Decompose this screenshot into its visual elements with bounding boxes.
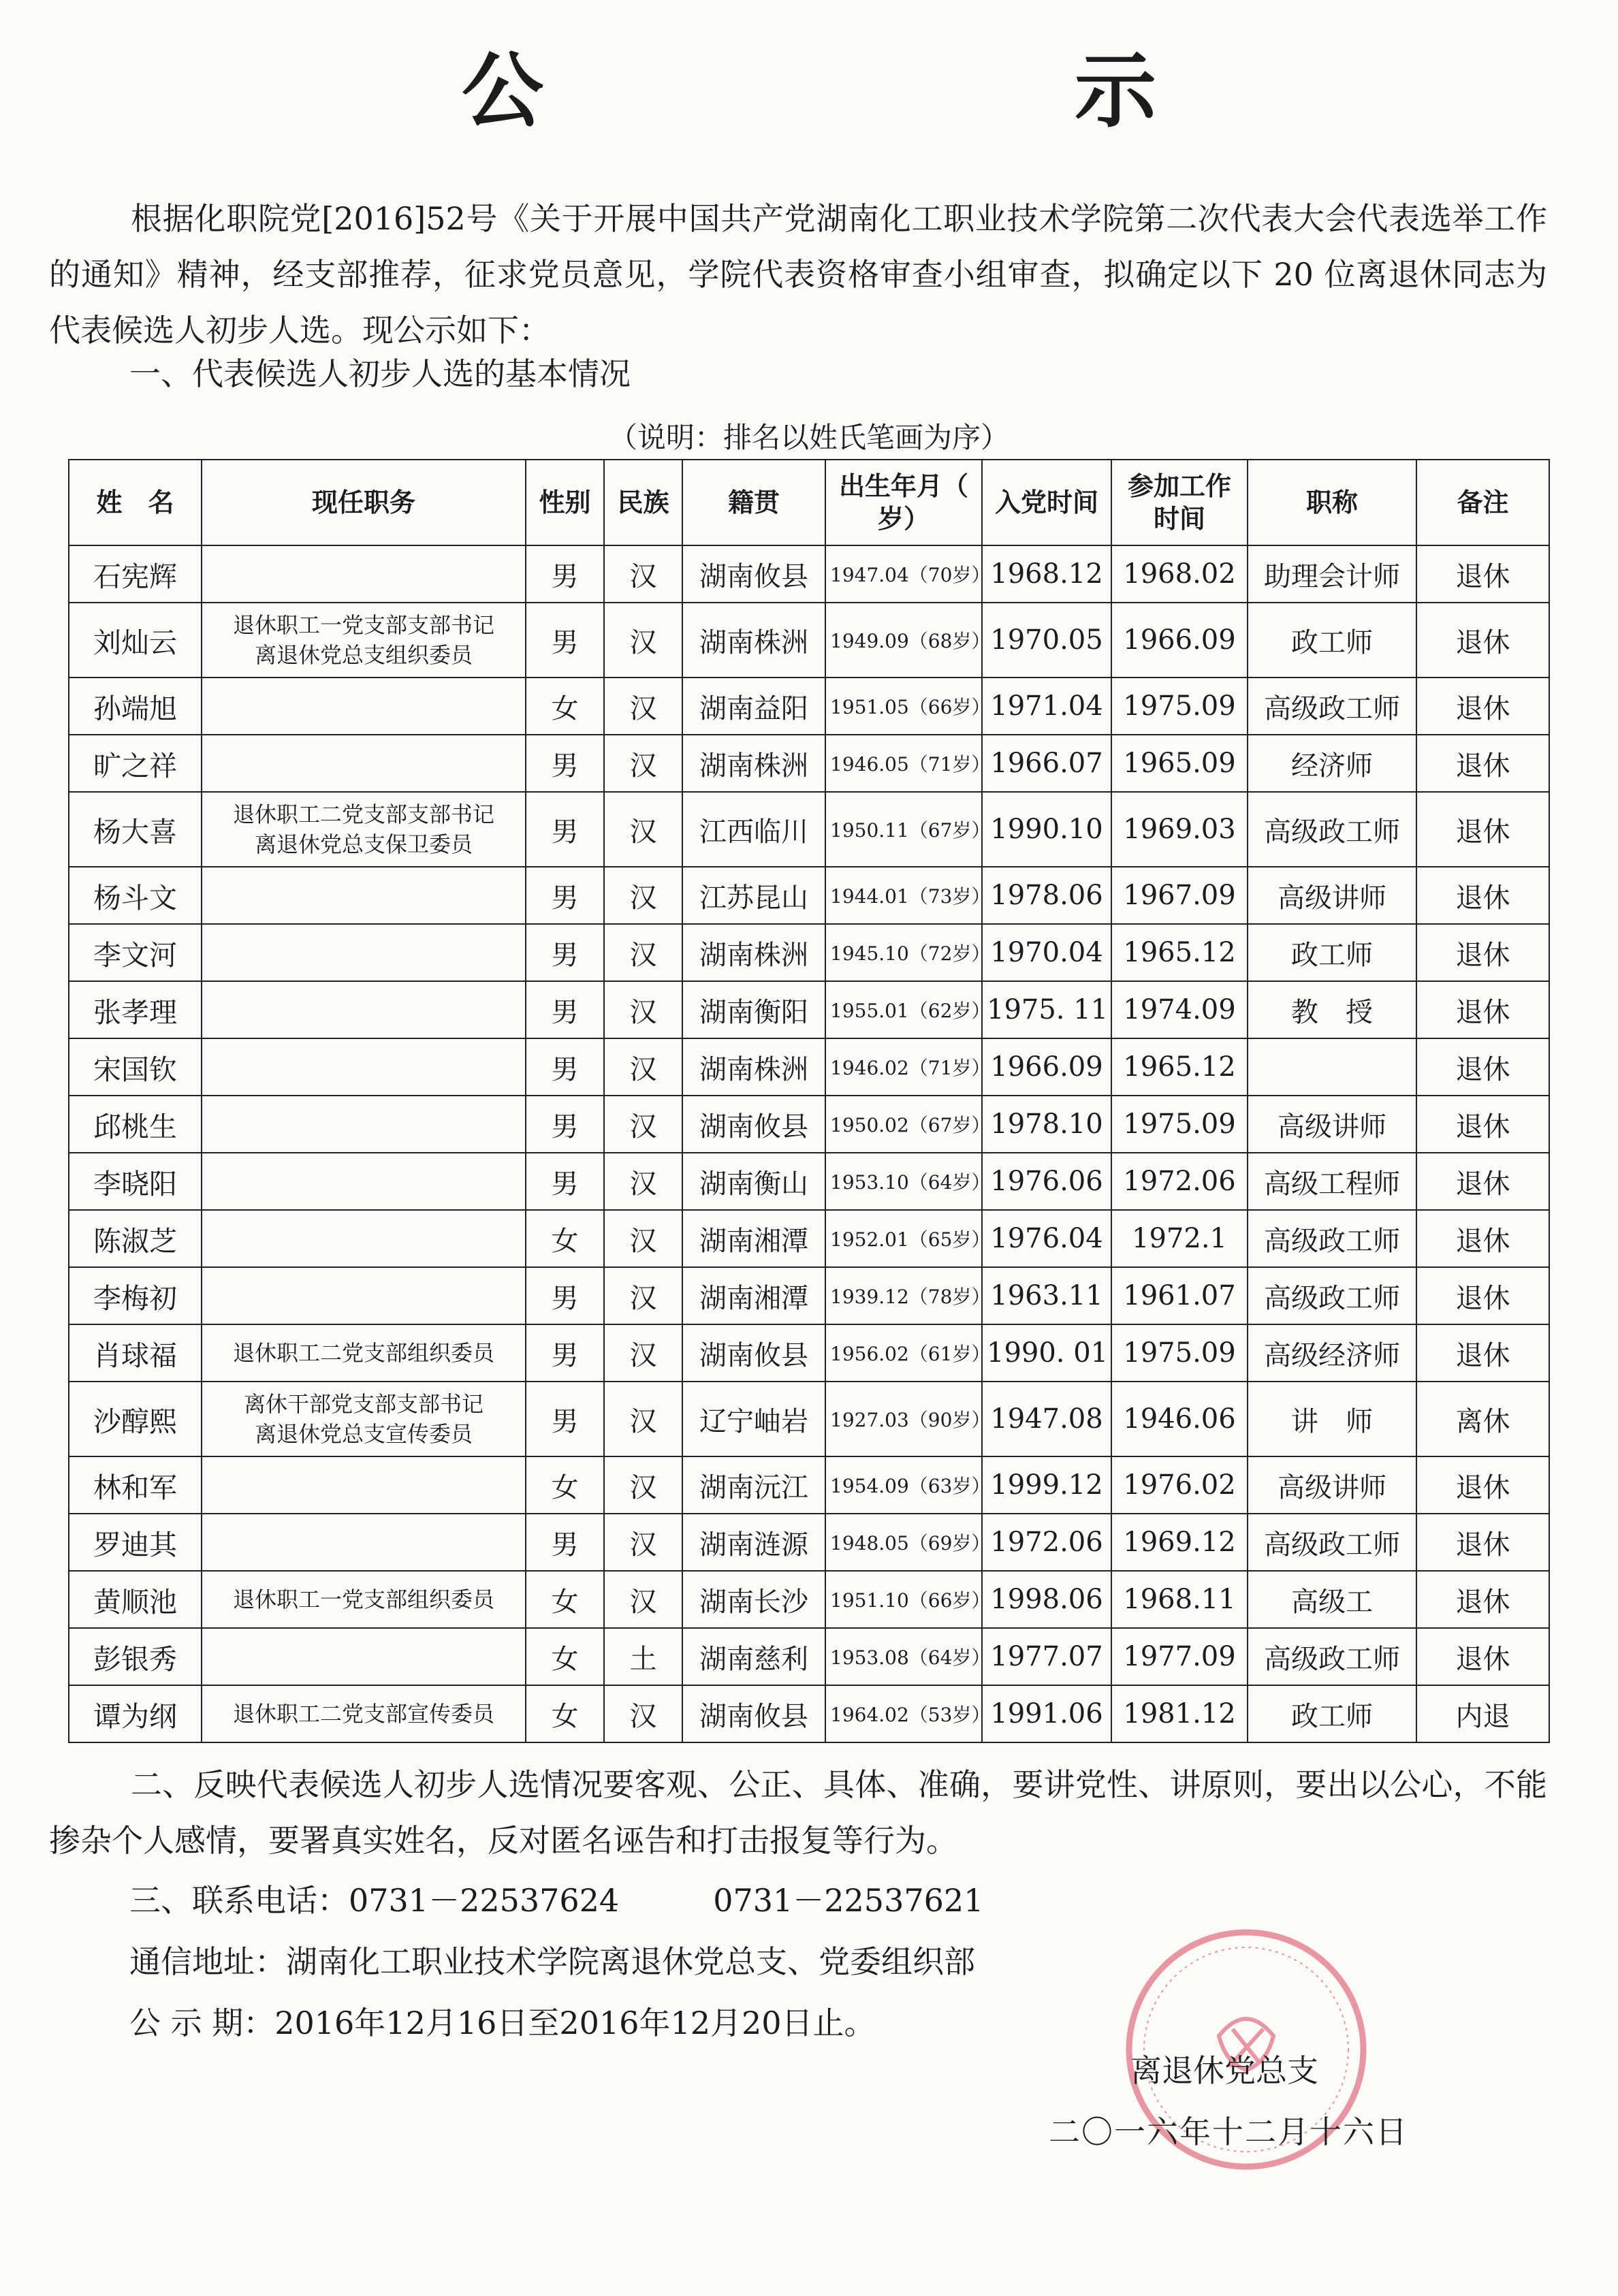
cell-birth: 1953.10（64岁） <box>825 1153 982 1210</box>
cell-gender: 男 <box>526 1153 604 1210</box>
cell-work-date: 1961.07 <box>1111 1267 1248 1324</box>
table-row <box>69 1628 1549 1685</box>
cell-ethnicity: 汉 <box>604 1571 682 1628</box>
cell-name: 杨大喜 <box>69 792 202 867</box>
table-row <box>69 545 1549 603</box>
cell-work-date: 1969.03 <box>1111 792 1248 867</box>
cell-birth: 1946.05（71岁） <box>825 735 982 792</box>
cell-party-date: 1999.12 <box>982 1456 1111 1514</box>
table-row <box>69 603 1549 677</box>
header-ethnicity: 民族 <box>604 460 682 545</box>
table-row <box>69 792 1549 867</box>
cell-birth: 1946.02（71岁） <box>825 1038 982 1096</box>
cell-birth: 1954.09（63岁） <box>825 1456 982 1514</box>
cell-name: 林和军 <box>69 1456 202 1514</box>
table-row <box>69 1153 1549 1210</box>
table-row <box>69 867 1549 924</box>
cell-remark: 退休 <box>1416 924 1549 981</box>
cell-remark: 退休 <box>1416 1628 1549 1685</box>
cell-post: 退休职工一党支部支部书记 离退休党总支组织委员 <box>202 603 526 677</box>
cell-title: 高级政工师 <box>1248 677 1416 735</box>
cell-origin: 湖南株洲 <box>682 924 825 981</box>
cell-post <box>202 1456 526 1514</box>
cell-work-date: 1946.06 <box>1111 1382 1248 1456</box>
cell-post <box>202 1514 526 1571</box>
cell-party-date: 1971.04 <box>982 677 1111 735</box>
cell-party-date: 1970.04 <box>982 924 1111 981</box>
cell-post: 退休职工二党支部组织委员 <box>202 1324 526 1382</box>
cell-ethnicity: 汉 <box>604 1210 682 1267</box>
cell-title: 高级政工师 <box>1248 1267 1416 1324</box>
cell-remark: 退休 <box>1416 1324 1549 1382</box>
cell-birth: 1927.03（90岁） <box>825 1382 982 1456</box>
cell-post <box>202 981 526 1038</box>
cell-party-date: 1990.10 <box>982 792 1111 867</box>
table-row <box>69 1382 1549 1456</box>
cell-gender: 男 <box>526 924 604 981</box>
cell-remark: 退休 <box>1416 792 1549 867</box>
table-row <box>69 981 1549 1038</box>
cell-origin: 湖南沅江 <box>682 1456 825 1514</box>
cell-ethnicity: 汉 <box>604 1267 682 1324</box>
table-row <box>69 1096 1549 1153</box>
cell-gender: 男 <box>526 1324 604 1382</box>
cell-party-date: 1976.04 <box>982 1210 1111 1267</box>
cell-party-date: 1947.08 <box>982 1382 1111 1456</box>
candidate-table <box>68 459 1550 1743</box>
cell-birth: 1955.01（62岁） <box>825 981 982 1038</box>
period-line: 公 示 期：2016年12月16日至2016年12月20日止。 <box>129 2005 876 2041</box>
cell-birth: 1950.02（67岁） <box>825 1096 982 1153</box>
cell-gender: 男 <box>526 1514 604 1571</box>
cell-title: 高级工程师 <box>1248 1153 1416 1210</box>
cell-remark: 退休 <box>1416 1571 1549 1628</box>
cell-title: 高级讲师 <box>1248 1456 1416 1514</box>
cell-name: 彭银秀 <box>69 1628 202 1685</box>
cell-name: 旷之祥 <box>69 735 202 792</box>
cell-work-date: 1966.09 <box>1111 603 1248 677</box>
header-title: 职称 <box>1248 460 1416 545</box>
cell-origin: 湖南株洲 <box>682 603 825 677</box>
cell-post <box>202 1153 526 1210</box>
cell-post <box>202 1038 526 1096</box>
table-row <box>69 1514 1549 1571</box>
cell-gender: 女 <box>526 1456 604 1514</box>
cell-work-date: 1977.09 <box>1111 1628 1248 1685</box>
table-row <box>69 1685 1549 1742</box>
cell-post <box>202 677 526 735</box>
cell-gender: 女 <box>526 677 604 735</box>
cell-party-date: 1977.07 <box>982 1628 1111 1685</box>
cell-name: 谭为纲 <box>69 1685 202 1742</box>
table-row <box>69 1038 1549 1096</box>
cell-post <box>202 735 526 792</box>
cell-remark: 内退 <box>1416 1685 1549 1742</box>
cell-ethnicity: 汉 <box>604 1153 682 1210</box>
table-body <box>69 545 1549 1742</box>
cell-remark: 退休 <box>1416 545 1549 603</box>
cell-birth: 1956.02（61岁） <box>825 1324 982 1382</box>
cell-remark: 退休 <box>1416 867 1549 924</box>
cell-gender: 男 <box>526 867 604 924</box>
page-title: 公 示 <box>462 44 1381 139</box>
cell-post <box>202 1628 526 1685</box>
header-party-date: 入党时间 <box>982 460 1111 545</box>
cell-origin: 湖南涟源 <box>682 1514 825 1571</box>
signature-date: 二〇一六年十二月十六日 <box>1049 2114 1408 2150</box>
cell-birth: 1950.11（67岁） <box>825 792 982 867</box>
cell-gender: 女 <box>526 1628 604 1685</box>
cell-post <box>202 924 526 981</box>
cell-ethnicity: 汉 <box>604 1456 682 1514</box>
cell-title: 政工师 <box>1248 603 1416 677</box>
cell-origin: 湖南益阳 <box>682 677 825 735</box>
cell-name: 陈淑芝 <box>69 1210 202 1267</box>
table-row <box>69 1571 1549 1628</box>
cell-gender: 女 <box>526 1571 604 1628</box>
cell-party-date: 1998.06 <box>982 1571 1111 1628</box>
cell-origin: 湖南株洲 <box>682 1038 825 1096</box>
cell-gender: 女 <box>526 1685 604 1742</box>
cell-birth: 1949.09（68岁） <box>825 603 982 677</box>
cell-gender: 女 <box>526 1210 604 1267</box>
cell-title: 高级工 <box>1248 1571 1416 1628</box>
table-row <box>69 924 1549 981</box>
cell-origin: 湖南攸县 <box>682 1324 825 1382</box>
cell-name: 肖球福 <box>69 1324 202 1382</box>
table-row <box>69 1210 1549 1267</box>
cell-ethnicity: 汉 <box>604 603 682 677</box>
cell-remark: 退休 <box>1416 981 1549 1038</box>
cell-post <box>202 1096 526 1153</box>
cell-work-date: 1965.12 <box>1111 1038 1248 1096</box>
cell-name: 李文河 <box>69 924 202 981</box>
cell-party-date: 1966.09 <box>982 1038 1111 1096</box>
cell-work-date: 1975.09 <box>1111 677 1248 735</box>
cell-post <box>202 545 526 603</box>
table-row <box>69 735 1549 792</box>
cell-name: 张孝理 <box>69 981 202 1038</box>
cell-ethnicity: 汉 <box>604 1324 682 1382</box>
cell-title <box>1248 1038 1416 1096</box>
cell-title: 助理会计师 <box>1248 545 1416 603</box>
cell-ethnicity: 土 <box>604 1628 682 1685</box>
cell-origin: 湖南衡阳 <box>682 981 825 1038</box>
cell-name: 李梅初 <box>69 1267 202 1324</box>
cell-gender: 男 <box>526 735 604 792</box>
ordering-note: （说明：排名以姓氏笔画为序） <box>608 421 1009 454</box>
header-post: 现任职务 <box>202 460 526 545</box>
cell-remark: 离休 <box>1416 1382 1549 1456</box>
cell-origin: 湖南攸县 <box>682 1685 825 1742</box>
cell-name: 孙端旭 <box>69 677 202 735</box>
cell-party-date: 1970.05 <box>982 603 1111 677</box>
cell-work-date: 1968.02 <box>1111 545 1248 603</box>
cell-gender: 男 <box>526 1382 604 1456</box>
contact-line: 三、联系电话：0731－22537624 0731－22537621 <box>129 1882 984 1919</box>
cell-title: 高级讲师 <box>1248 1096 1416 1153</box>
table-row <box>69 1456 1549 1514</box>
cell-title: 政工师 <box>1248 1685 1416 1742</box>
cell-post: 退休职工一党支部组织委员 <box>202 1571 526 1628</box>
cell-party-date: 1991.06 <box>982 1685 1111 1742</box>
cell-post <box>202 867 526 924</box>
cell-birth: 1948.05（69岁） <box>825 1514 982 1571</box>
table-row <box>69 677 1549 735</box>
cell-work-date: 1972.1 <box>1111 1210 1248 1267</box>
table-row <box>69 1267 1549 1324</box>
cell-ethnicity: 汉 <box>604 792 682 867</box>
cell-origin: 湖南长沙 <box>682 1571 825 1628</box>
cell-title: 高级经济师 <box>1248 1324 1416 1382</box>
cell-post: 离休干部党支部支部书记 离退休党总支宣传委员 <box>202 1382 526 1456</box>
cell-work-date: 1967.09 <box>1111 867 1248 924</box>
cell-ethnicity: 汉 <box>604 1514 682 1571</box>
cell-origin: 湖南湘潭 <box>682 1210 825 1267</box>
cell-origin: 湖南慈利 <box>682 1628 825 1685</box>
cell-title: 经济师 <box>1248 735 1416 792</box>
header-gender: 性别 <box>526 460 604 545</box>
cell-birth: 1952.01（65岁） <box>825 1210 982 1267</box>
cell-birth: 1947.04（70岁） <box>825 545 982 603</box>
cell-name: 黄顺池 <box>69 1571 202 1628</box>
cell-party-date: 1972.06 <box>982 1514 1111 1571</box>
cell-party-date: 1978.06 <box>982 867 1111 924</box>
header-work-date: 参加工作时间 <box>1111 460 1248 545</box>
cell-birth: 1964.02（53岁） <box>825 1685 982 1742</box>
cell-title: 政工师 <box>1248 924 1416 981</box>
cell-party-date: 1976.06 <box>982 1153 1111 1210</box>
cell-ethnicity: 汉 <box>604 677 682 735</box>
cell-work-date: 1974.09 <box>1111 981 1248 1038</box>
table-header-row <box>69 460 1549 545</box>
cell-work-date: 1975.09 <box>1111 1324 1248 1382</box>
cell-post <box>202 1210 526 1267</box>
cell-work-date: 1965.09 <box>1111 735 1248 792</box>
address-line: 通信地址：湖南化工职业技术学院离退休党总支、党委组织部 <box>129 1943 975 1980</box>
cell-title: 高级讲师 <box>1248 867 1416 924</box>
cell-name: 李晓阳 <box>69 1153 202 1210</box>
cell-birth: 1945.10（72岁） <box>825 924 982 981</box>
cell-post: 退休职工二党支部宣传委员 <box>202 1685 526 1742</box>
cell-ethnicity: 汉 <box>604 981 682 1038</box>
cell-birth: 1951.10（66岁） <box>825 1571 982 1628</box>
cell-work-date: 1976.02 <box>1111 1456 1248 1514</box>
cell-remark: 退休 <box>1416 1096 1549 1153</box>
cell-origin: 湖南株洲 <box>682 735 825 792</box>
cell-work-date: 1972.06 <box>1111 1153 1248 1210</box>
cell-party-date: 1968.12 <box>982 545 1111 603</box>
cell-origin: 湖南湘潭 <box>682 1267 825 1324</box>
cell-work-date: 1969.12 <box>1111 1514 1248 1571</box>
cell-title: 高级政工师 <box>1248 1514 1416 1571</box>
cell-name: 刘灿云 <box>69 603 202 677</box>
cell-ethnicity: 汉 <box>604 735 682 792</box>
cell-party-date: 1975. 11 <box>982 981 1111 1038</box>
header-origin: 籍贯 <box>682 460 825 545</box>
cell-work-date: 1975.09 <box>1111 1096 1248 1153</box>
cell-origin: 江苏昆山 <box>682 867 825 924</box>
cell-origin: 湖南衡山 <box>682 1153 825 1210</box>
cell-origin: 湖南攸县 <box>682 545 825 603</box>
cell-ethnicity: 汉 <box>604 924 682 981</box>
cell-name: 石宪辉 <box>69 545 202 603</box>
cell-title: 高级政工师 <box>1248 1210 1416 1267</box>
header-name: 姓 名 <box>69 460 202 545</box>
cell-gender: 男 <box>526 603 604 677</box>
cell-work-date: 1965.12 <box>1111 924 1248 981</box>
cell-name: 宋国钦 <box>69 1038 202 1096</box>
cell-title: 教 授 <box>1248 981 1416 1038</box>
cell-origin: 江西临川 <box>682 792 825 867</box>
cell-birth: 1939.12（78岁） <box>825 1267 982 1324</box>
cell-remark: 退休 <box>1416 1456 1549 1514</box>
cell-remark: 退休 <box>1416 1038 1549 1096</box>
cell-gender: 男 <box>526 981 604 1038</box>
cell-party-date: 1963.11 <box>982 1267 1111 1324</box>
cell-name: 罗迪其 <box>69 1514 202 1571</box>
cell-party-date: 1966.07 <box>982 735 1111 792</box>
cell-origin: 辽宁岫岩 <box>682 1382 825 1456</box>
cell-post <box>202 1267 526 1324</box>
cell-title: 讲 师 <box>1248 1382 1416 1456</box>
cell-work-date: 1981.12 <box>1111 1685 1248 1742</box>
cell-ethnicity: 汉 <box>604 1685 682 1742</box>
cell-ethnicity: 汉 <box>604 1096 682 1153</box>
cell-remark: 退休 <box>1416 1514 1549 1571</box>
cell-work-date: 1968.11 <box>1111 1571 1248 1628</box>
cell-ethnicity: 汉 <box>604 1382 682 1456</box>
table-row <box>69 1324 1549 1382</box>
cell-remark: 退休 <box>1416 1153 1549 1210</box>
section-1-heading: 一、代表候选人初步人选的基本情况 <box>129 355 631 392</box>
header-birth: 出生年月（ 岁） <box>825 460 982 545</box>
cell-gender: 男 <box>526 1096 604 1153</box>
cell-birth: 1953.08（64岁） <box>825 1628 982 1685</box>
cell-name: 沙醇熙 <box>69 1382 202 1456</box>
cell-remark: 退休 <box>1416 1267 1549 1324</box>
cell-title: 高级政工师 <box>1248 1628 1416 1685</box>
cell-remark: 退休 <box>1416 677 1549 735</box>
cell-gender: 男 <box>526 1267 604 1324</box>
cell-title: 高级政工师 <box>1248 792 1416 867</box>
cell-ethnicity: 汉 <box>604 545 682 603</box>
cell-ethnicity: 汉 <box>604 867 682 924</box>
section-2-paragraph: 二、反映代表候选人初步人选情况要客观、公正、具体、准确，要讲党性、讲原则，要出以公心，不能掺杂个人感情，要署真实姓名，反对匿名诬告和打击报复等行为。 <box>49 1766 1547 1859</box>
cell-origin: 湖南攸县 <box>682 1096 825 1153</box>
cell-birth: 1944.01（73岁） <box>825 867 982 924</box>
signature-org: 离退休党总支 <box>1130 2052 1318 2089</box>
cell-birth: 1951.05（66岁） <box>825 677 982 735</box>
cell-post: 退休职工二党支部支部书记 离退休党总支保卫委员 <box>202 792 526 867</box>
intro-paragraph: 根据化职院党[2016]52号《关于开展中国共产党湖南化工职业技术学院第二次代表大会代表选举工作的通知》精神，经支部推荐，征求党员意见，学院代表资格审查小组审查，拟确定以下 20 位离退休同志为代表候选人初步人选。现公示如下： <box>49 200 1547 349</box>
cell-gender: 男 <box>526 545 604 603</box>
cell-name: 杨斗文 <box>69 867 202 924</box>
cell-remark: 退休 <box>1416 1210 1549 1267</box>
cell-gender: 男 <box>526 1038 604 1096</box>
cell-remark: 退休 <box>1416 735 1549 792</box>
cell-remark: 退休 <box>1416 603 1549 677</box>
cell-gender: 男 <box>526 792 604 867</box>
cell-ethnicity: 汉 <box>604 1038 682 1096</box>
cell-party-date: 1990. 01 <box>982 1324 1111 1382</box>
cell-party-date: 1978.10 <box>982 1096 1111 1153</box>
header-remark: 备注 <box>1416 460 1549 545</box>
cell-name: 邱桃生 <box>69 1096 202 1153</box>
